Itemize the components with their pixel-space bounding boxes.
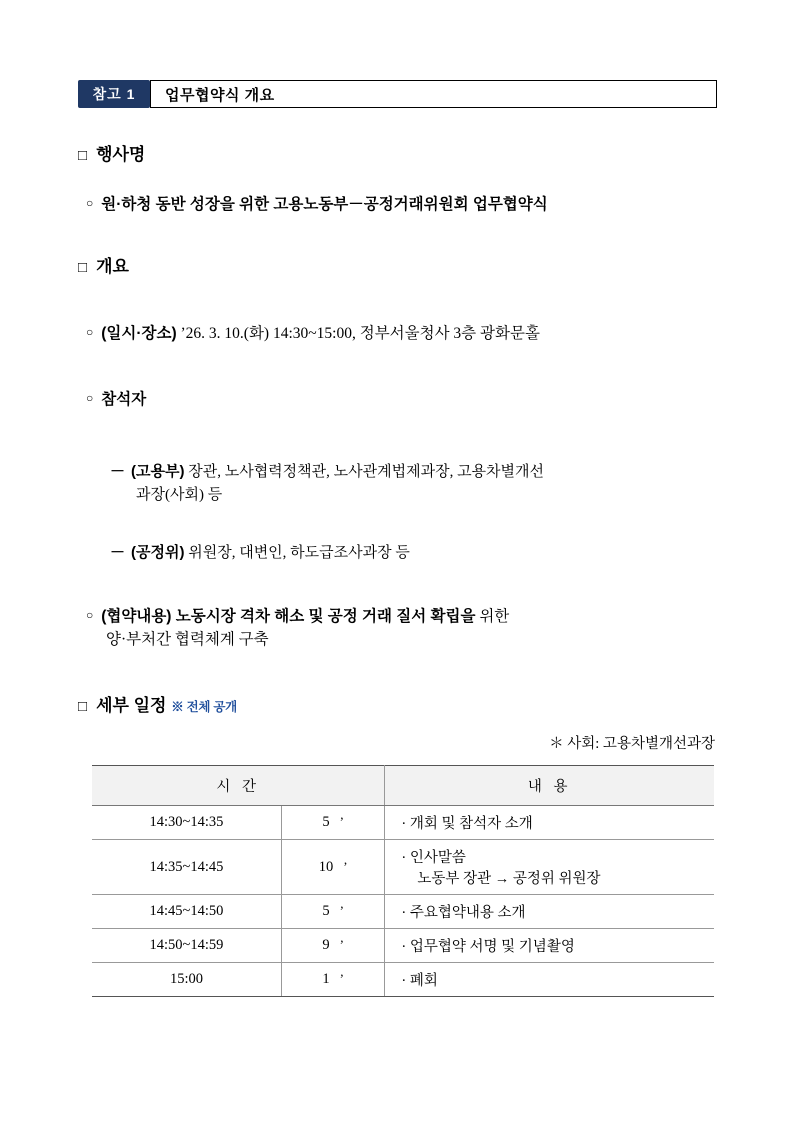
cell-time: 14:35~14:45: [92, 840, 281, 895]
circle-bullet-icon: ○: [86, 391, 94, 405]
overview-attendees-label: [86, 388, 146, 411]
overview-agreement-row: [86, 605, 731, 652]
schedule-public-note: ※ 전체 공개: [171, 700, 237, 714]
schedule-host-note: ＊ 사회: 고용차별개선과장: [549, 736, 715, 752]
cell-duration: [281, 929, 384, 963]
content-line: · 인사말씀: [401, 850, 466, 866]
agreement-tail: 위한: [475, 608, 510, 625]
section-heading-schedule: [78, 693, 237, 719]
duration-value: 10: [318, 858, 334, 875]
cell-content: [385, 963, 714, 997]
circle-bullet-icon: ○: [86, 196, 94, 210]
table-row: [92, 929, 714, 963]
duration-value: 5: [322, 903, 330, 919]
duration-value: 9: [322, 937, 330, 953]
duration-value: 1: [322, 971, 330, 987]
cell-duration: [281, 895, 384, 929]
attendee-people: 장관, 노사협력정책관, 노사관계법제과장, 고용차별개선: [188, 464, 545, 480]
column-header-content: 내 용: [385, 766, 714, 806]
content-line: · 개회 및 참석자 소개: [401, 816, 533, 832]
cell-time: 14:45~14:50: [92, 895, 281, 929]
agreement-label: (협약내용) 노동시장 격차 해소 및 공정 거래 질서 확립을: [101, 608, 476, 625]
cell-content: [385, 806, 714, 840]
cell-time: 14:50~14:59: [92, 929, 281, 963]
cell-content: [385, 840, 714, 895]
section-heading-event-name: [78, 142, 145, 168]
schedule-table: [92, 765, 714, 997]
agreement-line2: 양·부처간 협력체계 구축: [106, 631, 269, 649]
duration-unit: ’: [339, 937, 344, 952]
dash-bullet-icon: －: [110, 463, 126, 480]
attendee-row-employment: [110, 461, 735, 506]
overview-datetime-row: [86, 322, 746, 345]
duration-unit: ’: [339, 971, 344, 986]
table-header-row: [92, 766, 714, 806]
cell-time: 14:30~14:35: [92, 806, 281, 840]
cell-duration: [281, 840, 384, 895]
attendee-people: 위원장, 대변인, 하도급조사과장 등: [188, 545, 410, 561]
content-subline: 노동부 장관 → 공정위 위원장: [417, 871, 601, 887]
table-row: [92, 840, 714, 895]
circle-bullet-icon: ○: [86, 608, 94, 622]
table-row: [92, 806, 714, 840]
square-bullet-icon: □: [78, 698, 88, 715]
datetime-value: ’26. 3. 10.(화) 14:30~15:00, 정부서울청사 3층 광화문홀: [180, 325, 540, 342]
event-name-item: [86, 193, 736, 216]
schedule-table-wrap: [92, 765, 714, 997]
attendee-row-ftc: [110, 542, 735, 565]
duration-value: 5: [322, 814, 330, 830]
datetime-label: (일시·장소): [101, 325, 177, 342]
duration-unit: ’: [343, 858, 348, 874]
heading-text: 세부 일정: [96, 696, 167, 715]
table-row: [92, 895, 714, 929]
square-bullet-icon: □: [78, 147, 88, 164]
cell-duration: [281, 963, 384, 997]
column-header-time: 시 간: [92, 766, 385, 806]
cell-duration: [281, 806, 384, 840]
content-line: · 업무협약 서명 및 기념촬영: [401, 939, 575, 955]
heading-text: 개요: [96, 257, 129, 276]
duration-unit: ’: [339, 903, 344, 918]
reference-header: [78, 80, 717, 108]
dash-bullet-icon: －: [110, 544, 126, 561]
cell-time: 15:00: [92, 963, 281, 997]
heading-text: 행사명: [96, 145, 146, 164]
reference-title: 업무협약식 개요: [150, 80, 717, 108]
duration-unit: ’: [339, 814, 344, 829]
circle-bullet-icon: ○: [86, 325, 94, 339]
attendee-org: (공정위): [131, 544, 185, 561]
content-line: · 주요협약내용 소개: [401, 905, 526, 921]
cell-content: [385, 895, 714, 929]
square-bullet-icon: □: [78, 259, 88, 276]
section-heading-overview: [78, 254, 129, 280]
event-name-text: 원·하청 동반 성장을 위한 고용노동부－공정거래위원회 업무협약식: [101, 196, 548, 213]
table-row: [92, 963, 714, 997]
attendee-people-cont: 과장(사회) 등: [136, 486, 223, 503]
content-line: · 폐회: [401, 973, 438, 989]
reference-tag: 참고 1: [78, 80, 150, 108]
attendee-org: (고용부): [131, 463, 185, 480]
cell-content: [385, 929, 714, 963]
attendees-label: 참석자: [101, 391, 147, 408]
